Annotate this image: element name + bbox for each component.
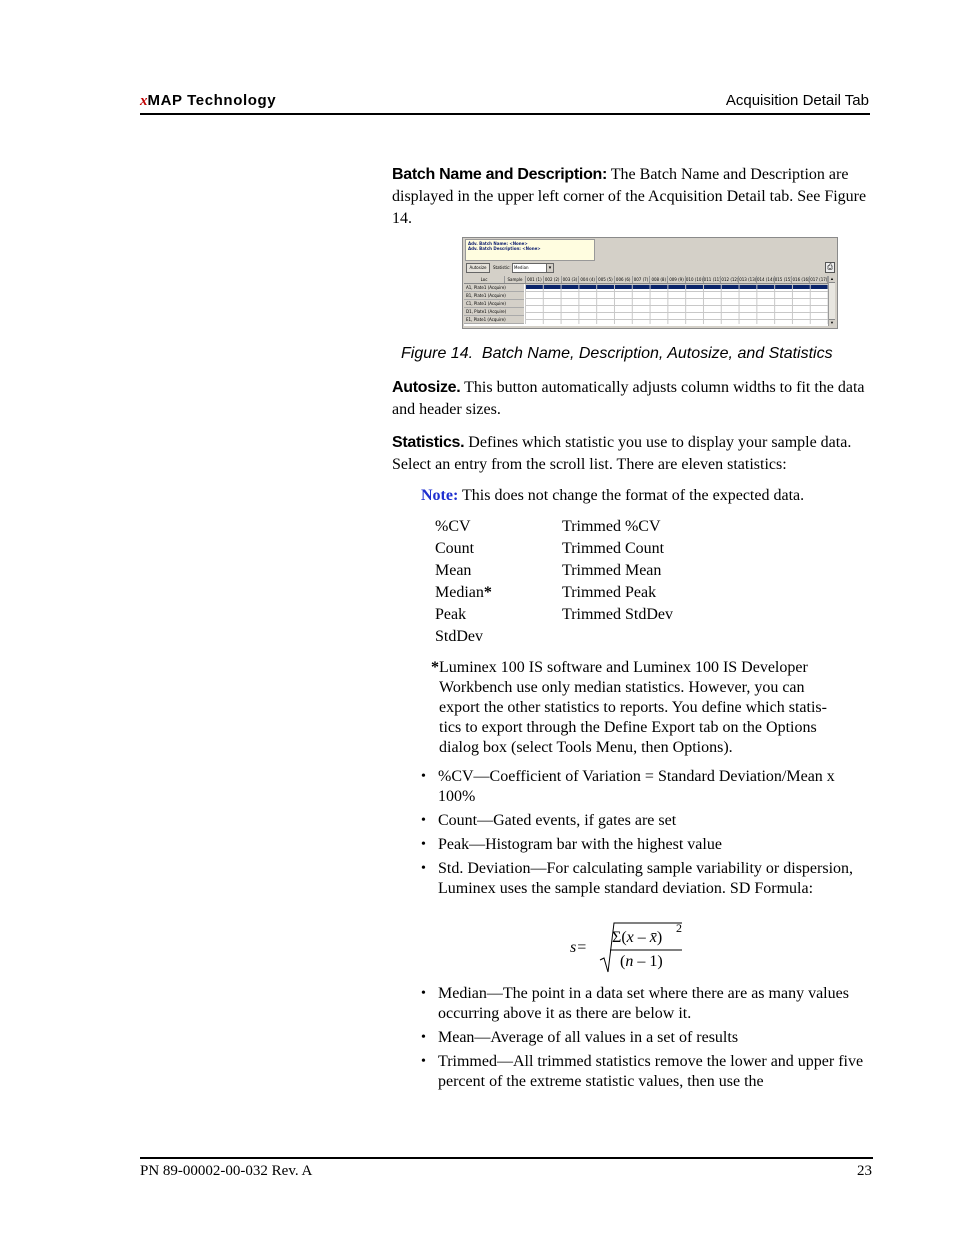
figure-caption: Figure 14. Batch Name, Description, Autosize, and Statistics [401, 345, 833, 362]
footnote-line: tics to export through the Define Export tab on the Options [439, 719, 817, 736]
formula-power: 2 [676, 921, 682, 935]
definition-median: • Median—The point in a data set where there are as many values occurring above it as there are below it. [421, 984, 869, 1024]
stat-item: Mean [435, 562, 472, 579]
stat-item: Trimmed StdDev [562, 606, 673, 623]
note-text: This does not change the format of the expected data. [462, 487, 805, 504]
autosize-heading: Autosize. [392, 379, 461, 396]
batch-text: The Batch Name and Description are displayed in the upper left corner of the Acquisition Detail tab. See Figure 14. [392, 166, 867, 227]
autosize-button[interactable]: Autosize [466, 263, 490, 273]
definition-cv: • %CV—Coefficient of Variation = Standard Deviation/Mean x 100% [421, 767, 869, 807]
header-section-title: Acquisition Detail Tab [725, 92, 869, 109]
grid-lines [525, 284, 828, 324]
stat-item: Trimmed Peak [562, 584, 657, 601]
definitions-list-a [421, 767, 869, 903]
analyte-header[interactable]: 015 (15) [774, 277, 792, 282]
analyte-header[interactable]: 001 (1) [526, 276, 544, 283]
header-brand [140, 92, 276, 110]
analyte-header[interactable]: 013 (13) [739, 277, 757, 282]
analyte-header[interactable]: 008 (8) [650, 276, 668, 283]
batch-name-line: Adv. Batch Name: <None> [468, 241, 528, 246]
analyte-header[interactable]: 006 (6) [615, 276, 633, 283]
dropdown-arrow-icon: ▾ [546, 264, 553, 272]
note [421, 485, 871, 507]
statistics-text: Defines which statistic you use to display your sample data. Select an entry from the scroll list. There are eleven statistics: [392, 434, 852, 473]
header-sample: Sample [505, 276, 526, 283]
batch-info-box [465, 239, 595, 261]
formula-denominator: (n – 1) [620, 953, 663, 970]
statistics-list-right [562, 516, 673, 626]
footnote-marker: * [431, 659, 439, 676]
stat-item: StdDev [435, 628, 483, 645]
stat-item: Trimmed Mean [562, 562, 662, 579]
statistics-list-left [435, 516, 492, 648]
footnote-line: dialog box (select Tools Menu, then Options). [439, 739, 733, 756]
batch-description-line: Adv. Batch Description: <None> [468, 246, 541, 251]
footnote-line: Workbench use only median statistics. However, you can [439, 679, 805, 696]
analyte-header[interactable]: 014 (14) [756, 277, 775, 282]
acquisition-detail-screenshot [462, 237, 838, 329]
stat-item: Trimmed Count [562, 540, 665, 557]
sd-formula [568, 920, 688, 976]
analyte-header-group [526, 276, 828, 283]
stat-median-label: Median [435, 584, 484, 601]
row-labels [464, 284, 524, 324]
definition-stddev: • Std. Deviation—For calculating sample variability or dispersion, Luminex uses the sample standard deviation. SD Formula: [421, 859, 869, 899]
page-number: 23 [857, 1163, 872, 1179]
scroll-down-icon[interactable]: ▼ [830, 320, 834, 325]
footnote [431, 658, 871, 758]
autosize-paragraph [392, 377, 872, 421]
vertical-scrollbar[interactable] [828, 276, 835, 326]
row-label[interactable]: C1, Plate1 (Acquire) [464, 300, 524, 308]
analyte-header[interactable]: 009 (9) [668, 276, 686, 283]
analyte-header[interactable]: 016 (16) [792, 277, 810, 282]
note-label: Note: [421, 487, 459, 504]
row-label[interactable]: A1, Plate1 (Acquire) [464, 284, 524, 292]
definition-trimmed: • Trimmed—All trimmed statistics remove the lower and upper five percent of the extreme statistic values, then use the [421, 1052, 869, 1092]
statistics-heading: Statistics. [392, 434, 465, 451]
stat-item-median [435, 582, 492, 604]
header-loc: Loc [464, 276, 505, 283]
batch-heading: Batch Name and Description: [392, 166, 608, 183]
definitions-list-b [421, 984, 869, 1096]
stat-item: Count [435, 540, 475, 557]
header-rule [140, 113, 870, 115]
analyte-header[interactable]: 005 (5) [597, 276, 615, 283]
stat-item: Trimmed %CV [562, 518, 661, 535]
footer-part-number: PN 89-00002-00-032 Rev. A [140, 1163, 313, 1179]
print-icon[interactable]: ⎙ [825, 262, 835, 273]
definition-mean: • Mean—Average of all values in a set of results [421, 1028, 869, 1048]
analyte-header[interactable]: 003 (3) [562, 276, 580, 283]
row-label[interactable]: B1, Plate1 (Acquire) [464, 292, 524, 300]
brand-x: x [140, 93, 148, 109]
row-label[interactable]: E1, Plate1 (Acquire) [464, 316, 524, 324]
definition-peak: • Peak—Histogram bar with the highest value [421, 835, 869, 855]
footnote-line: export the other statistics to reports. You define which statis- [439, 699, 827, 716]
analyte-header[interactable]: 004 (4) [579, 276, 597, 283]
stat-item: %CV [435, 518, 471, 535]
formula-lhs: s= [570, 939, 588, 956]
median-footnote-marker: * [483, 584, 492, 601]
autosize-text: This button automatically adjusts column widths to fit the data and header sizes. [392, 379, 865, 418]
grid-header-row [464, 276, 828, 284]
statistic-label: Statistic: [493, 265, 511, 270]
analyte-header[interactable]: 012 (12) [721, 277, 739, 282]
batch-description-paragraph [392, 164, 872, 230]
analyte-header[interactable]: 010 (10) [685, 277, 704, 282]
statistic-select[interactable] [512, 263, 554, 273]
analyte-header[interactable]: 007 (7) [633, 276, 651, 283]
footer-rule [140, 1157, 873, 1159]
analyte-header[interactable]: 002 (2) [544, 276, 562, 283]
row-label[interactable]: D1, Plate1 (Acquire) [464, 308, 524, 316]
definition-count: • Count—Gated events, if gates are set [421, 811, 869, 831]
analyte-header[interactable]: 017 (17) [810, 277, 828, 282]
analyte-header[interactable]: 011 (11) [703, 277, 721, 282]
data-grid [464, 276, 835, 326]
footnote-line: *Luminex 100 IS software and Luminex 100 IS Developer [431, 659, 808, 676]
stat-item: Peak [435, 606, 467, 623]
formula-numerator: Σ(x – x̄) [612, 929, 663, 946]
statistic-select-value: Median [514, 265, 529, 270]
statistics-paragraph [392, 432, 872, 476]
scroll-up-icon[interactable]: ▲ [830, 276, 834, 281]
brand-name: MAP Technology [147, 92, 277, 109]
